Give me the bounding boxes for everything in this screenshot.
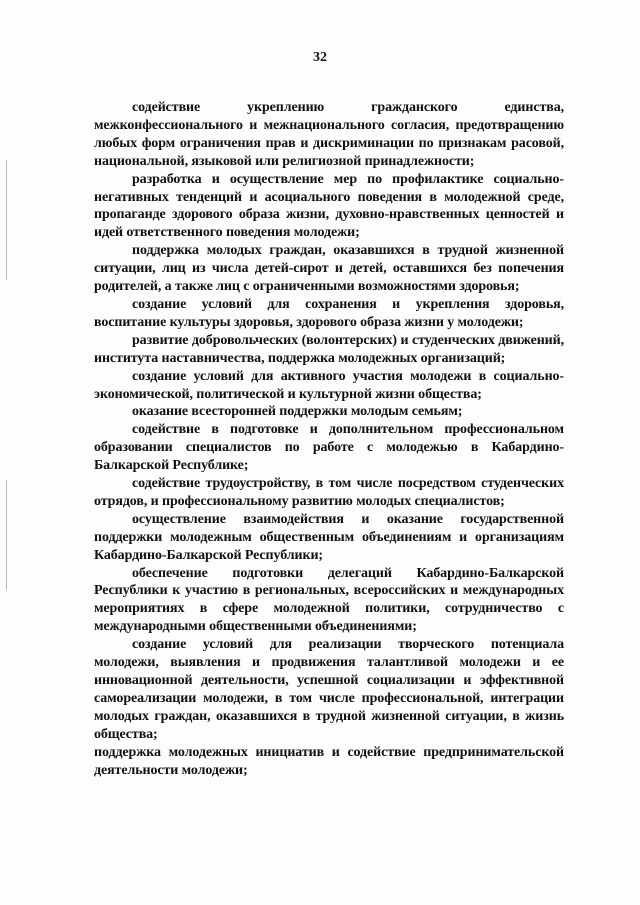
- paragraph: создание условий для реализации творческого потенциала молодежи, выявления и продвижения талантливой молодежи и ее инновационной деятельности, успешной социализации и эффективной самореализации молодежи, в том числе профессиональной, интеграции молодых граждан, оказавшихся в трудной жизненной ситуации, в жизнь общества;: [94, 637, 564, 742]
- paragraph: содействие в подготовке и дополнительном профессиональном образовании специалистов по работе с молодежью в Кабардино-Балкарской Республике;: [94, 422, 564, 474]
- paragraph: оказание всесторонней поддержки молодым семьям;: [132, 404, 463, 420]
- scan-edge-mark: [6, 160, 7, 280]
- paragraph: содействие трудоустройству, в том числе посредством студенческих отрядов, и профессиональному развитию молодых специалистов;: [94, 476, 564, 509]
- paragraph: осуществление взаимодействия и оказание государственной поддержки молодежным общественным объединениям и организациям Кабардино-Балкарской Республики;: [94, 511, 564, 563]
- paragraph: поддержка молодых граждан, оказавшихся в трудной жизненной ситуации, лиц из числа детей-сирот и детей, оставшихся без попечения родителей, а также лиц с ограниченными возможностями здоровья;: [94, 243, 564, 295]
- paragraph: создание условий для активного участия молодежи в социально-экономической, политической и культурной жизни общества;: [94, 368, 564, 402]
- paragraph: поддержка молодежных инициатив и содействие предпринимательской деятельности молодежи;: [94, 744, 564, 778]
- scan-edge-mark: [6, 480, 7, 590]
- paragraph: обеспечение подготовки делегаций Кабардино-Балкарской Республики к участию в региональных, всероссийских и международных мероприятиях в сфере молодежной политики, сотрудничество с международными общественными объединениями;: [94, 565, 564, 635]
- page-number: 32: [313, 50, 327, 65]
- paragraph: развитие добровольческих (волонтерских) и студенческих движений, института наставничества, поддержка молодежных организаций;: [94, 332, 564, 366]
- document-body: [94, 99, 564, 779]
- paragraph: разработка и осуществление мер по профилактике социально-негативных тенденций и асоциального поведения в молодежной среде, пропаганде здорового образа жизни, духовно-нравственных ценностей и идей ответственного поведения молодежи;: [94, 171, 564, 241]
- paragraph: содействие укреплению гражданского единства, межконфессионального и межнационального согласия, предотвращению любых форм ограничения прав и дискриминации по признакам расовой, национальной, языковой или религиозной принадлежности;: [94, 100, 564, 169]
- paragraph: создание условий для сохранения и укрепления здоровья, воспитание культуры здоровья, здорового образа жизни у молодежи;: [94, 296, 564, 330]
